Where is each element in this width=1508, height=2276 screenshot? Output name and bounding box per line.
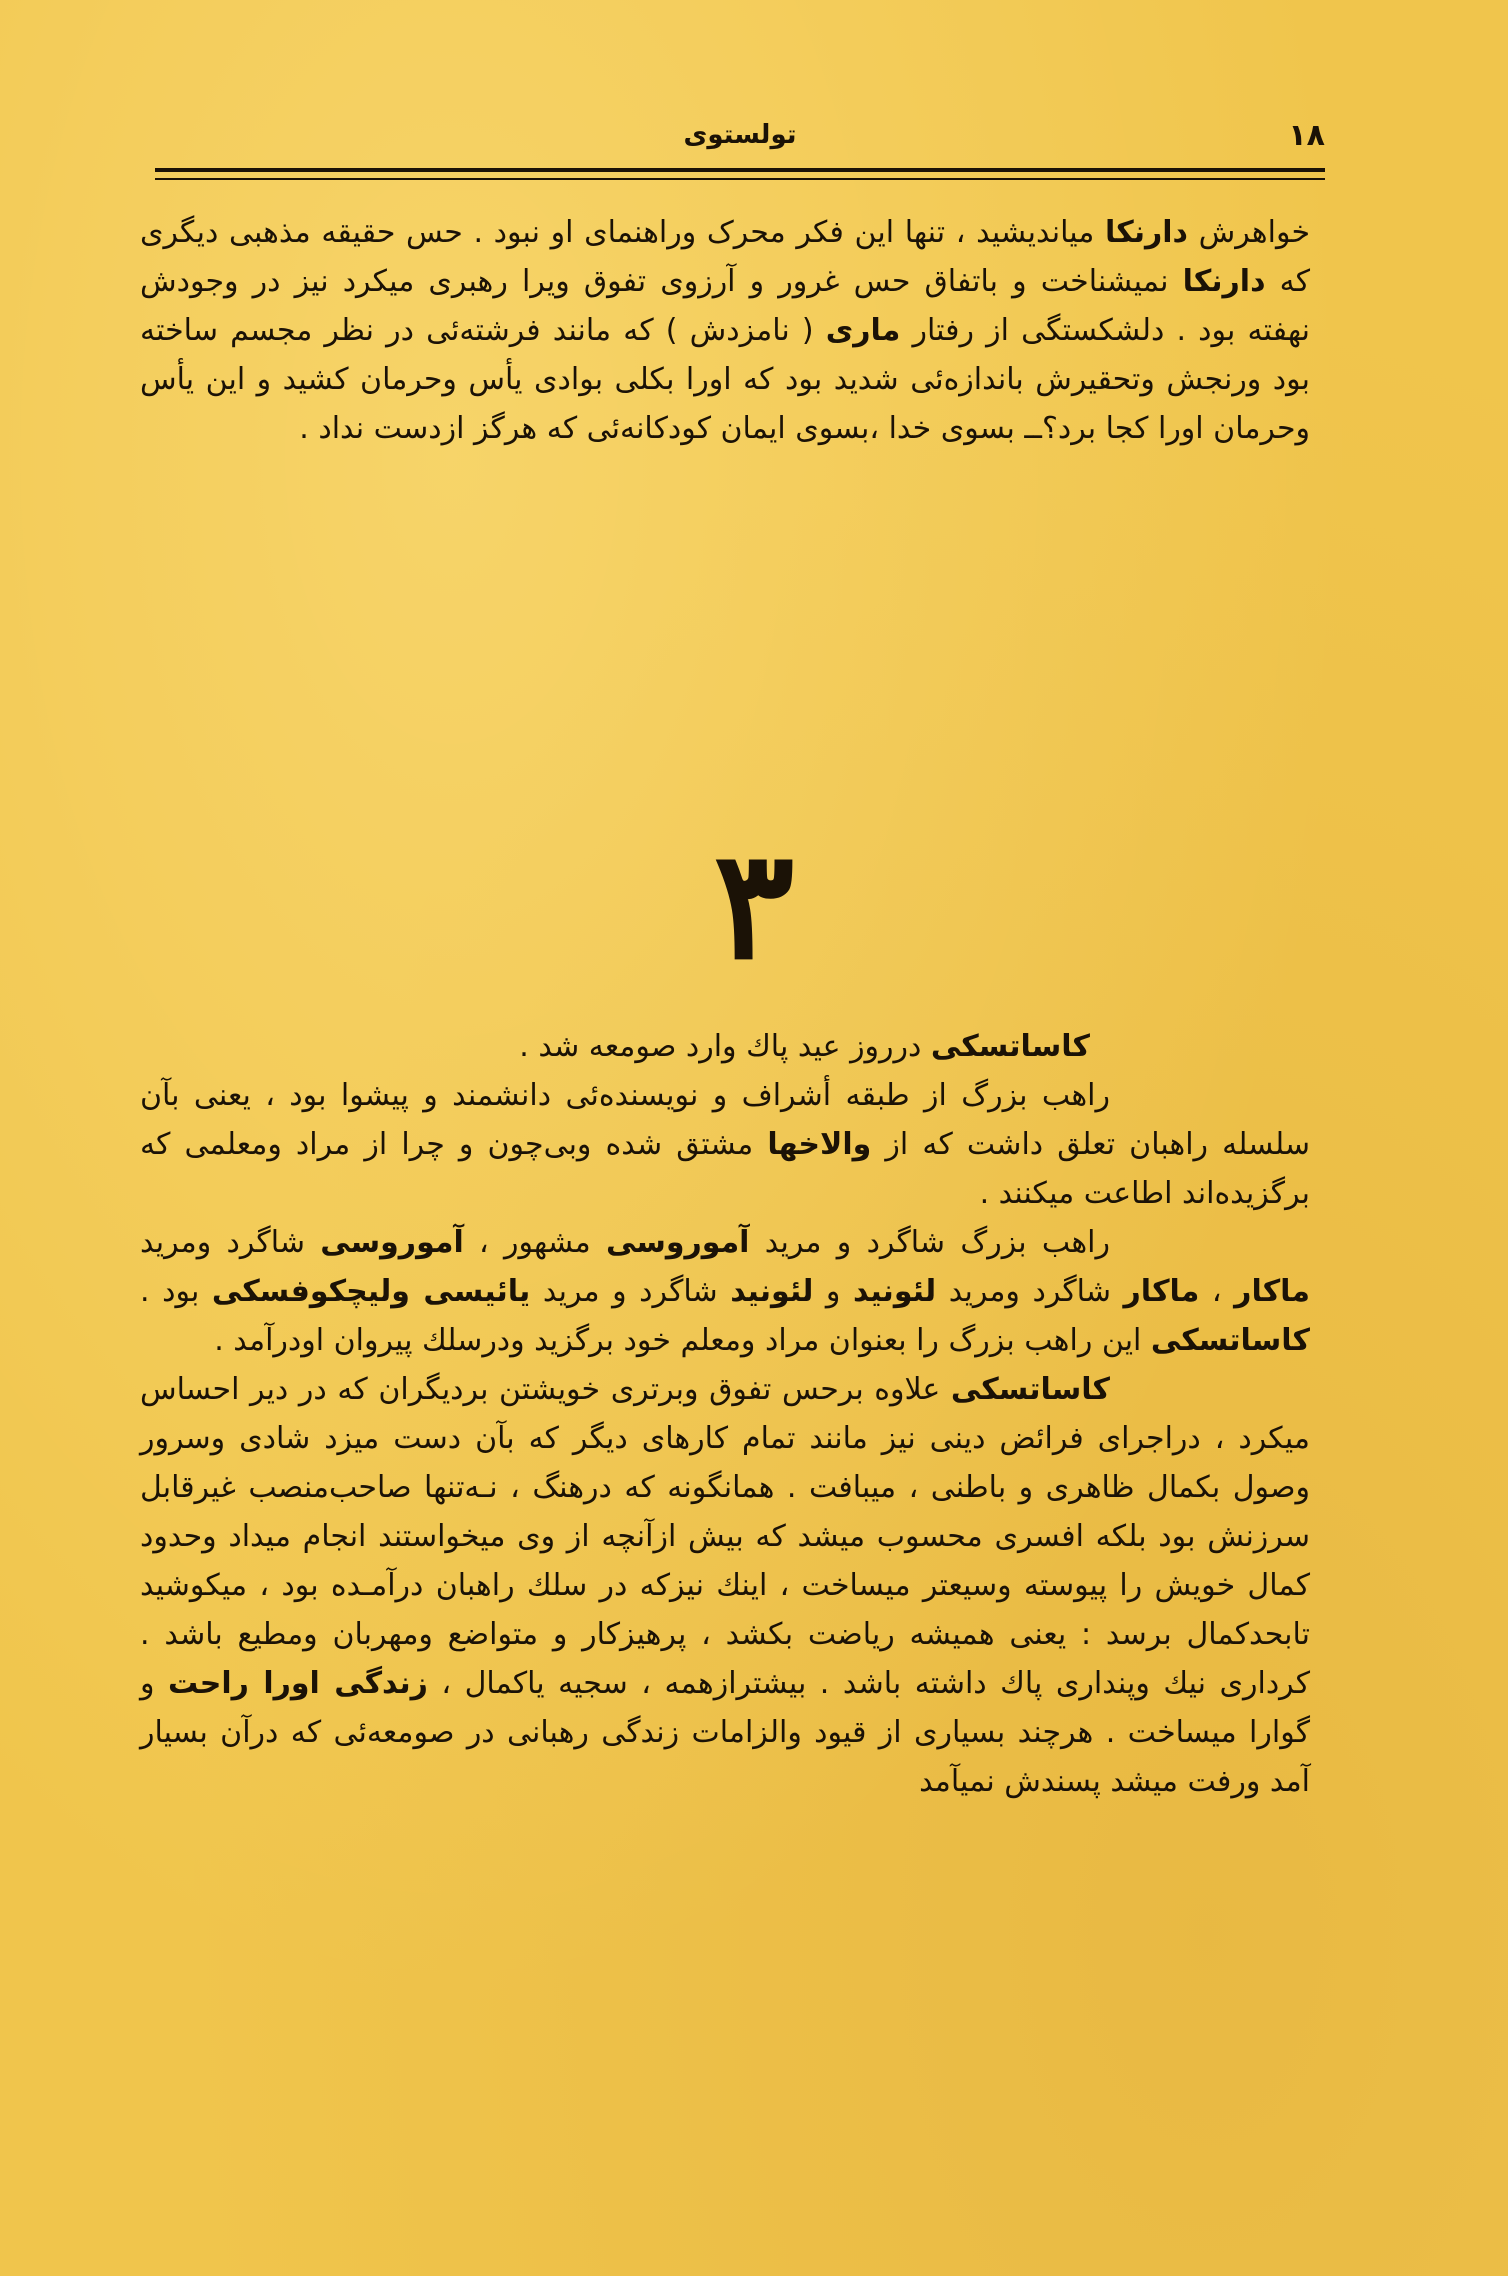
bold-name: آموروسی — [606, 1225, 750, 1260]
page-header — [155, 118, 1325, 168]
bold-name: یائیسی ولیچکوفسکی — [211, 1274, 531, 1309]
bold-name: دارنکا — [1105, 215, 1188, 250]
bold-name: ماکار — [1123, 1274, 1200, 1309]
bold-name: والاخها — [767, 1127, 872, 1162]
paragraph — [140, 1218, 1310, 1365]
paragraph — [140, 1022, 1310, 1071]
text-run: شاگرد ومرید — [936, 1274, 1124, 1309]
top-text-block — [140, 208, 1310, 453]
paragraph — [140, 208, 1310, 453]
text-run: شاگرد و مرید — [530, 1274, 731, 1309]
text-run: و گوارا میساخت . هرچند بسیاری از قیود والزامات زندگی رهبانی در صومعه‌ئی که درآن بسیار آمد ورفت میشد پسندش نمیآمد — [140, 1666, 1310, 1799]
text-run: ، — [1199, 1274, 1235, 1309]
header-rule-thin — [155, 178, 1325, 180]
bold-name: آموروسی — [320, 1225, 464, 1260]
text-run: علاوه برحس تفوق وبرتری خویشتن بردیگران که در دیر احساس میکرد ، دراجرای فرائض دینی نیز مانند تمام کارهای دیگر که بآن دست میزد شادی وسرور وصول بکمال ظاهری و باطنی ، میبافت . همانگونه که درهنگ ، نـه‌تنها صاحب‌منصب غیرقابل سرزنش بود بلکه افسری محسوب میشد که بیش ازآنچه از وی میخواستند انجام میداد وحدود کمال خویش را پیوسته وسیعتر میساخت ، اینك نیزکه در سلك راهبان درآمـده بود ، میکوشید تابحدکمال برسد : یعنی همیشه ریاضت بکشد ، پرهیزکار و متواضع ومهربان ومطیع باشد . کرداری نیك وپنداری پاك داشته باشد . بیشترازهمه ، سجیه یاکمال ، — [140, 1372, 1311, 1701]
chapter-number: ۳ — [713, 817, 795, 993]
chapter-text-block — [140, 1022, 1310, 1806]
bold-name: کاساتسکی — [950, 1372, 1110, 1407]
text-run: درروز عید پاك وارد صومعه شد . — [519, 1029, 931, 1064]
text-run: بود . — [140, 1274, 212, 1309]
bold-name: کاساتسکی — [1150, 1323, 1310, 1358]
paragraph — [140, 1365, 1310, 1806]
text-run: این راهب بزرگ را بعنوان مراد ومعلم خود برگزید ودرسلك پیروان اودرآمد . — [214, 1323, 1151, 1358]
text-run: مشتق شده وبی‌چون و چرا از مراد ومعلمی که برگزیده‌اند اطاعت میکنند . — [140, 1127, 1310, 1211]
bold-name: لئونید — [852, 1274, 937, 1309]
bold-phrase: زندگی اورا راحت — [168, 1666, 428, 1701]
running-title: تولستوی — [683, 120, 797, 150]
text-run: مشهور ، — [463, 1225, 606, 1260]
paragraph — [140, 1071, 1310, 1218]
header-rule-thick — [155, 168, 1325, 172]
text-run: خواهرش — [1187, 215, 1310, 250]
bold-name: لئونید — [730, 1274, 814, 1309]
bold-name: کاساتسکی — [930, 1029, 1090, 1064]
text-run: میاندیشید ، تنها این فکر محرک وراهنمای او نبود . حس حقیقه مذهبی دیگری که — [140, 215, 1310, 299]
text-run: راهب بزرگ از طبقه أشراف و نویسنده‌ئی دانشمند و پیشوا بود ، یعنی بآن سلسله راهبان تعلق داشت که از — [140, 1078, 1311, 1162]
text-run: نمیشناخت و باتفاق حس غرور و آرزوی تفوق ویرا رهبری میکرد نیز در وجودش نهفته بود . دلشکستگی از رفتار — [140, 264, 1311, 348]
text-run: راهب بزرگ شاگرد و مرید — [749, 1225, 1111, 1260]
page-number: ۱۸ — [1288, 118, 1325, 153]
bold-name: ماکار — [1234, 1274, 1310, 1309]
text-run: و — [813, 1274, 853, 1309]
text-run: ( نامزدش ) که مانند فرشته‌ئی در نظر مجسم ساخته بود ورنجش وتحقیرش باندازه‌ئی شدید بود که اورا بکلی بوادی یأس وحرمان کشید و این یأس وحرمان اورا کجا برد؟ــ بسوی خدا ،بسوی ایمان کودکانه‌ئی که هرگز ازدست نداد . — [140, 313, 1310, 446]
text-run: شاگرد ومرید — [140, 1225, 321, 1260]
bold-name: ماری — [825, 313, 901, 348]
bold-name: دارنکا — [1182, 264, 1266, 299]
